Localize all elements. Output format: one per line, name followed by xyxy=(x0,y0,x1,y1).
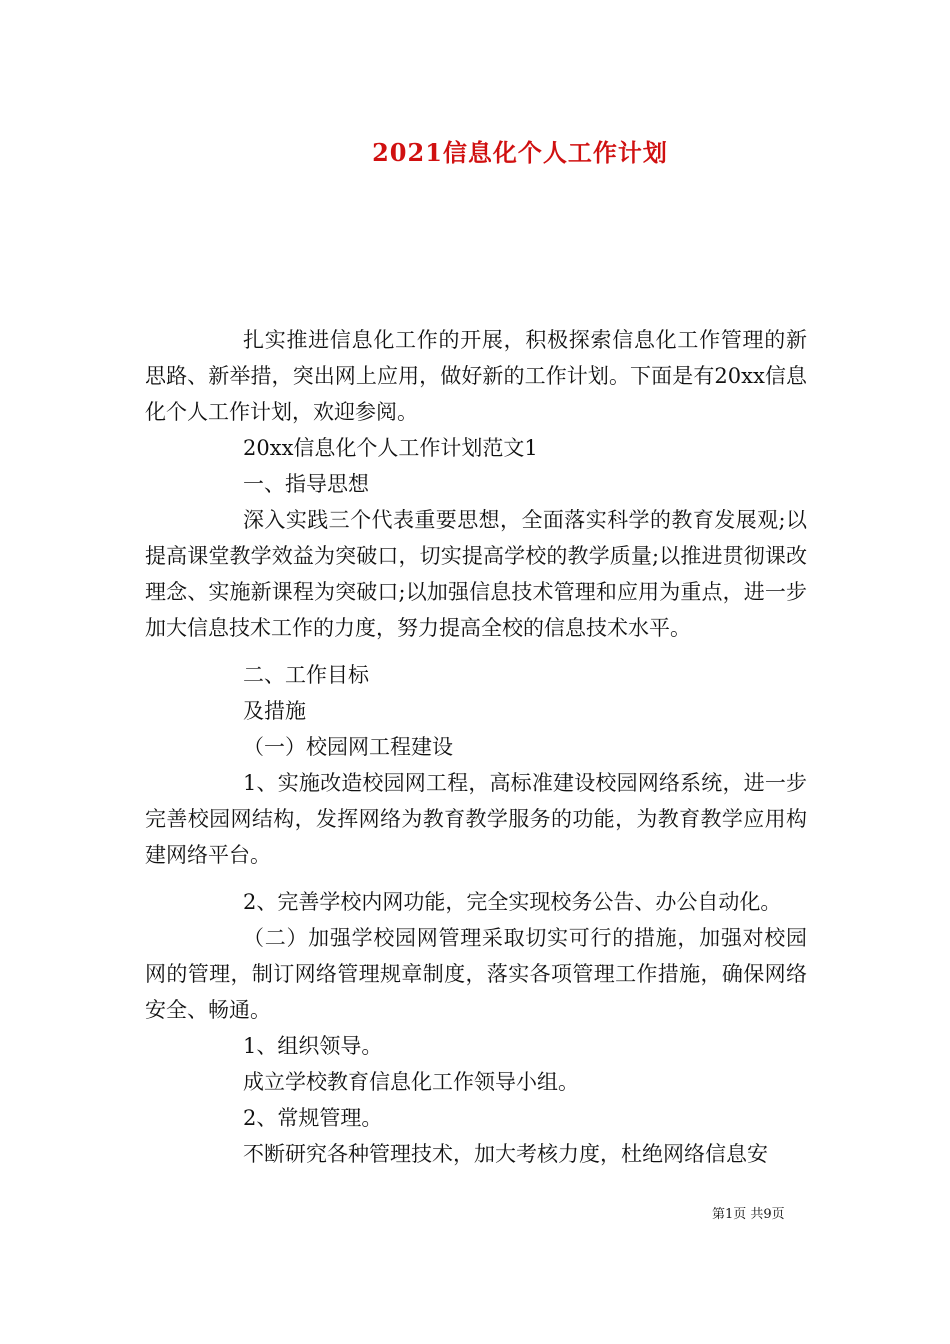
intro-paragraph: 扎实推进信息化工作的开展，积极探索信息化工作管理的新思路、新举措，突出网上应用，做好新的工作计划。下面是有20xx信息化个人工作计划，欢迎参阅。 xyxy=(145,328,807,424)
body-paragraph: 成立学校教育信息化工作领导小组。 xyxy=(243,1070,579,1094)
subsection-heading: （一）校园网工程建设 xyxy=(243,735,453,759)
body-paragraph: 深入实践三个代表重要思想，全面落实科学的教育发展观;以提高课堂教学效益为突破口，切实提高学校的教学质量;以推进贯彻课改理念、实施新课程为突破口;以加强信息技术管理和应用为重点，进一步加大信息技术工作的力度，努力提高全校的信息技术水平。 xyxy=(145,508,807,640)
section-heading: 一、指导思想 xyxy=(243,472,369,496)
sample-heading: 20xx信息化个人工作计划范文1 xyxy=(243,436,538,460)
body-paragraph: 1、实施改造校园网工程，高标准建设校园网络系统，进一步完善校园网结构，发挥网络为教育教学服务的功能，为教育教学应用构建网络平台。 xyxy=(145,771,807,867)
body-paragraph: 不断研究各种管理技术，加大考核力度，杜绝网络信息安 xyxy=(243,1142,768,1166)
page-number: 第1页 共9页 xyxy=(712,1207,785,1222)
body-paragraph: 2、完善学校内网功能，完全实现校务公告、办公自动化。 xyxy=(243,890,782,914)
list-item: 1、组织领导。 xyxy=(243,1034,383,1058)
list-item: 2、常规管理。 xyxy=(243,1106,383,1130)
document-title: 2021信息化个人工作计划 xyxy=(372,138,668,167)
document-body xyxy=(145,322,807,1172)
section-heading-continued: 及措施 xyxy=(243,699,306,723)
body-paragraph: （二）加强学校园网管理采取切实可行的措施，加强对校园网的管理，制订网络管理规章制度，落实各项管理工作措施，确保网络安全、畅通。 xyxy=(145,926,807,1022)
section-heading: 二、工作目标 xyxy=(243,663,369,687)
